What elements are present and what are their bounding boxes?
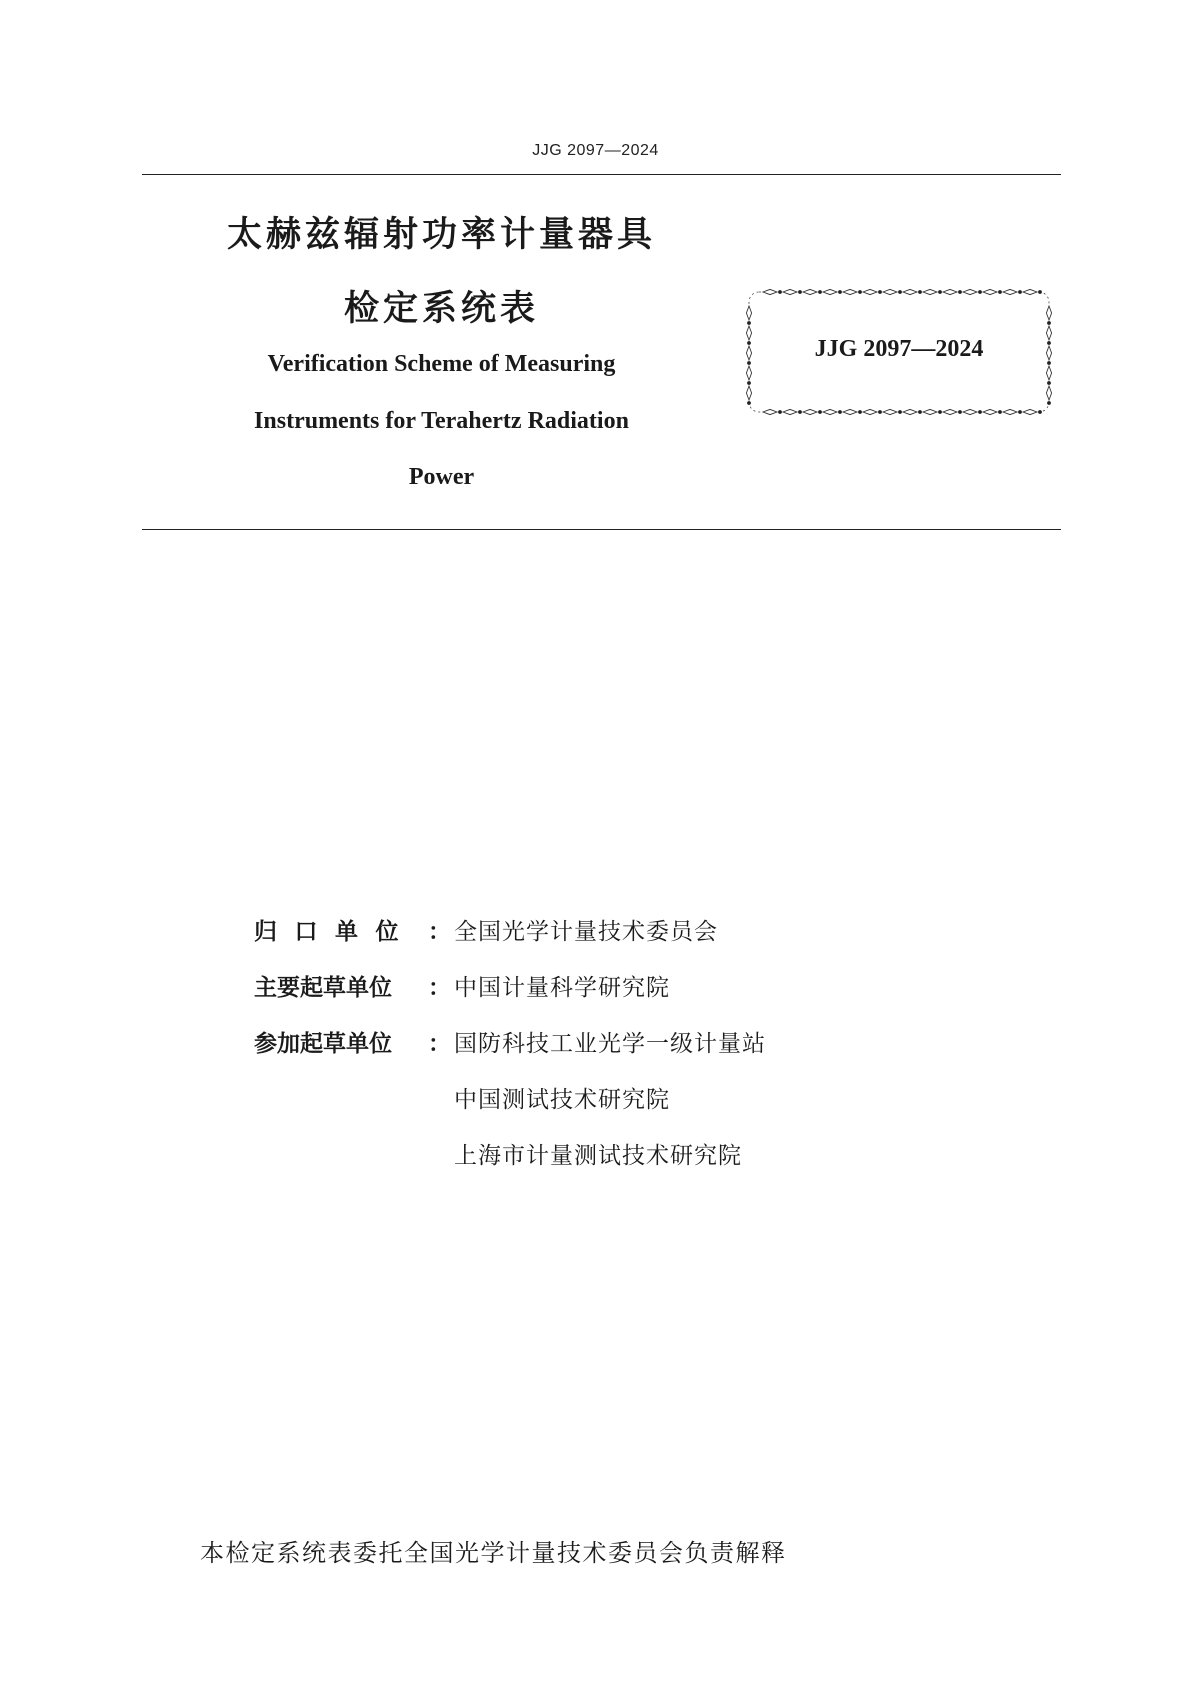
info-value-main-drafting-unit: 中国计量科学研究院 [454, 975, 670, 1001]
info-label-responsible-unit: 归口单位 [254, 919, 416, 945]
footer-interpretation-note: 本检定系统表委托全国光学计量技术委员会负责解释 [200, 1539, 787, 1567]
info-colon: ： [428, 1031, 451, 1057]
info-colon: ： [428, 919, 451, 945]
title-english-line-1: Verification Scheme of Measuring [267, 351, 616, 377]
header-divider [142, 174, 1061, 175]
standard-code-box-text: JJG 2097—2024 [814, 336, 984, 362]
info-value-participating-unit-3: 上海市计量测试技术研究院 [454, 1143, 742, 1169]
standard-code-box [745, 288, 1053, 416]
title-english-line-2: Instruments for Terahertz Radiation [254, 408, 629, 434]
title-english-line-3: Power [408, 464, 475, 490]
info-label-participating-units: 参加起草单位 [254, 1031, 392, 1057]
info-value-responsible-unit: 全国光学计量技术委员会 [454, 919, 718, 945]
info-colon: ： [428, 975, 451, 1001]
info-value-participating-unit-1: 国防科技工业光学一级计量站 [454, 1031, 766, 1057]
header-standard-code: JJG 2097—2024 [532, 142, 659, 159]
info-label-main-drafting-unit: 主要起草单位 [254, 975, 392, 1001]
title-divider [142, 529, 1061, 530]
title-chinese-line-1: 太赫兹辐射功率计量器具 [226, 215, 656, 255]
title-chinese-line-2: 检定系统表 [343, 289, 539, 329]
info-value-participating-unit-2: 中国测试技术研究院 [454, 1087, 670, 1113]
